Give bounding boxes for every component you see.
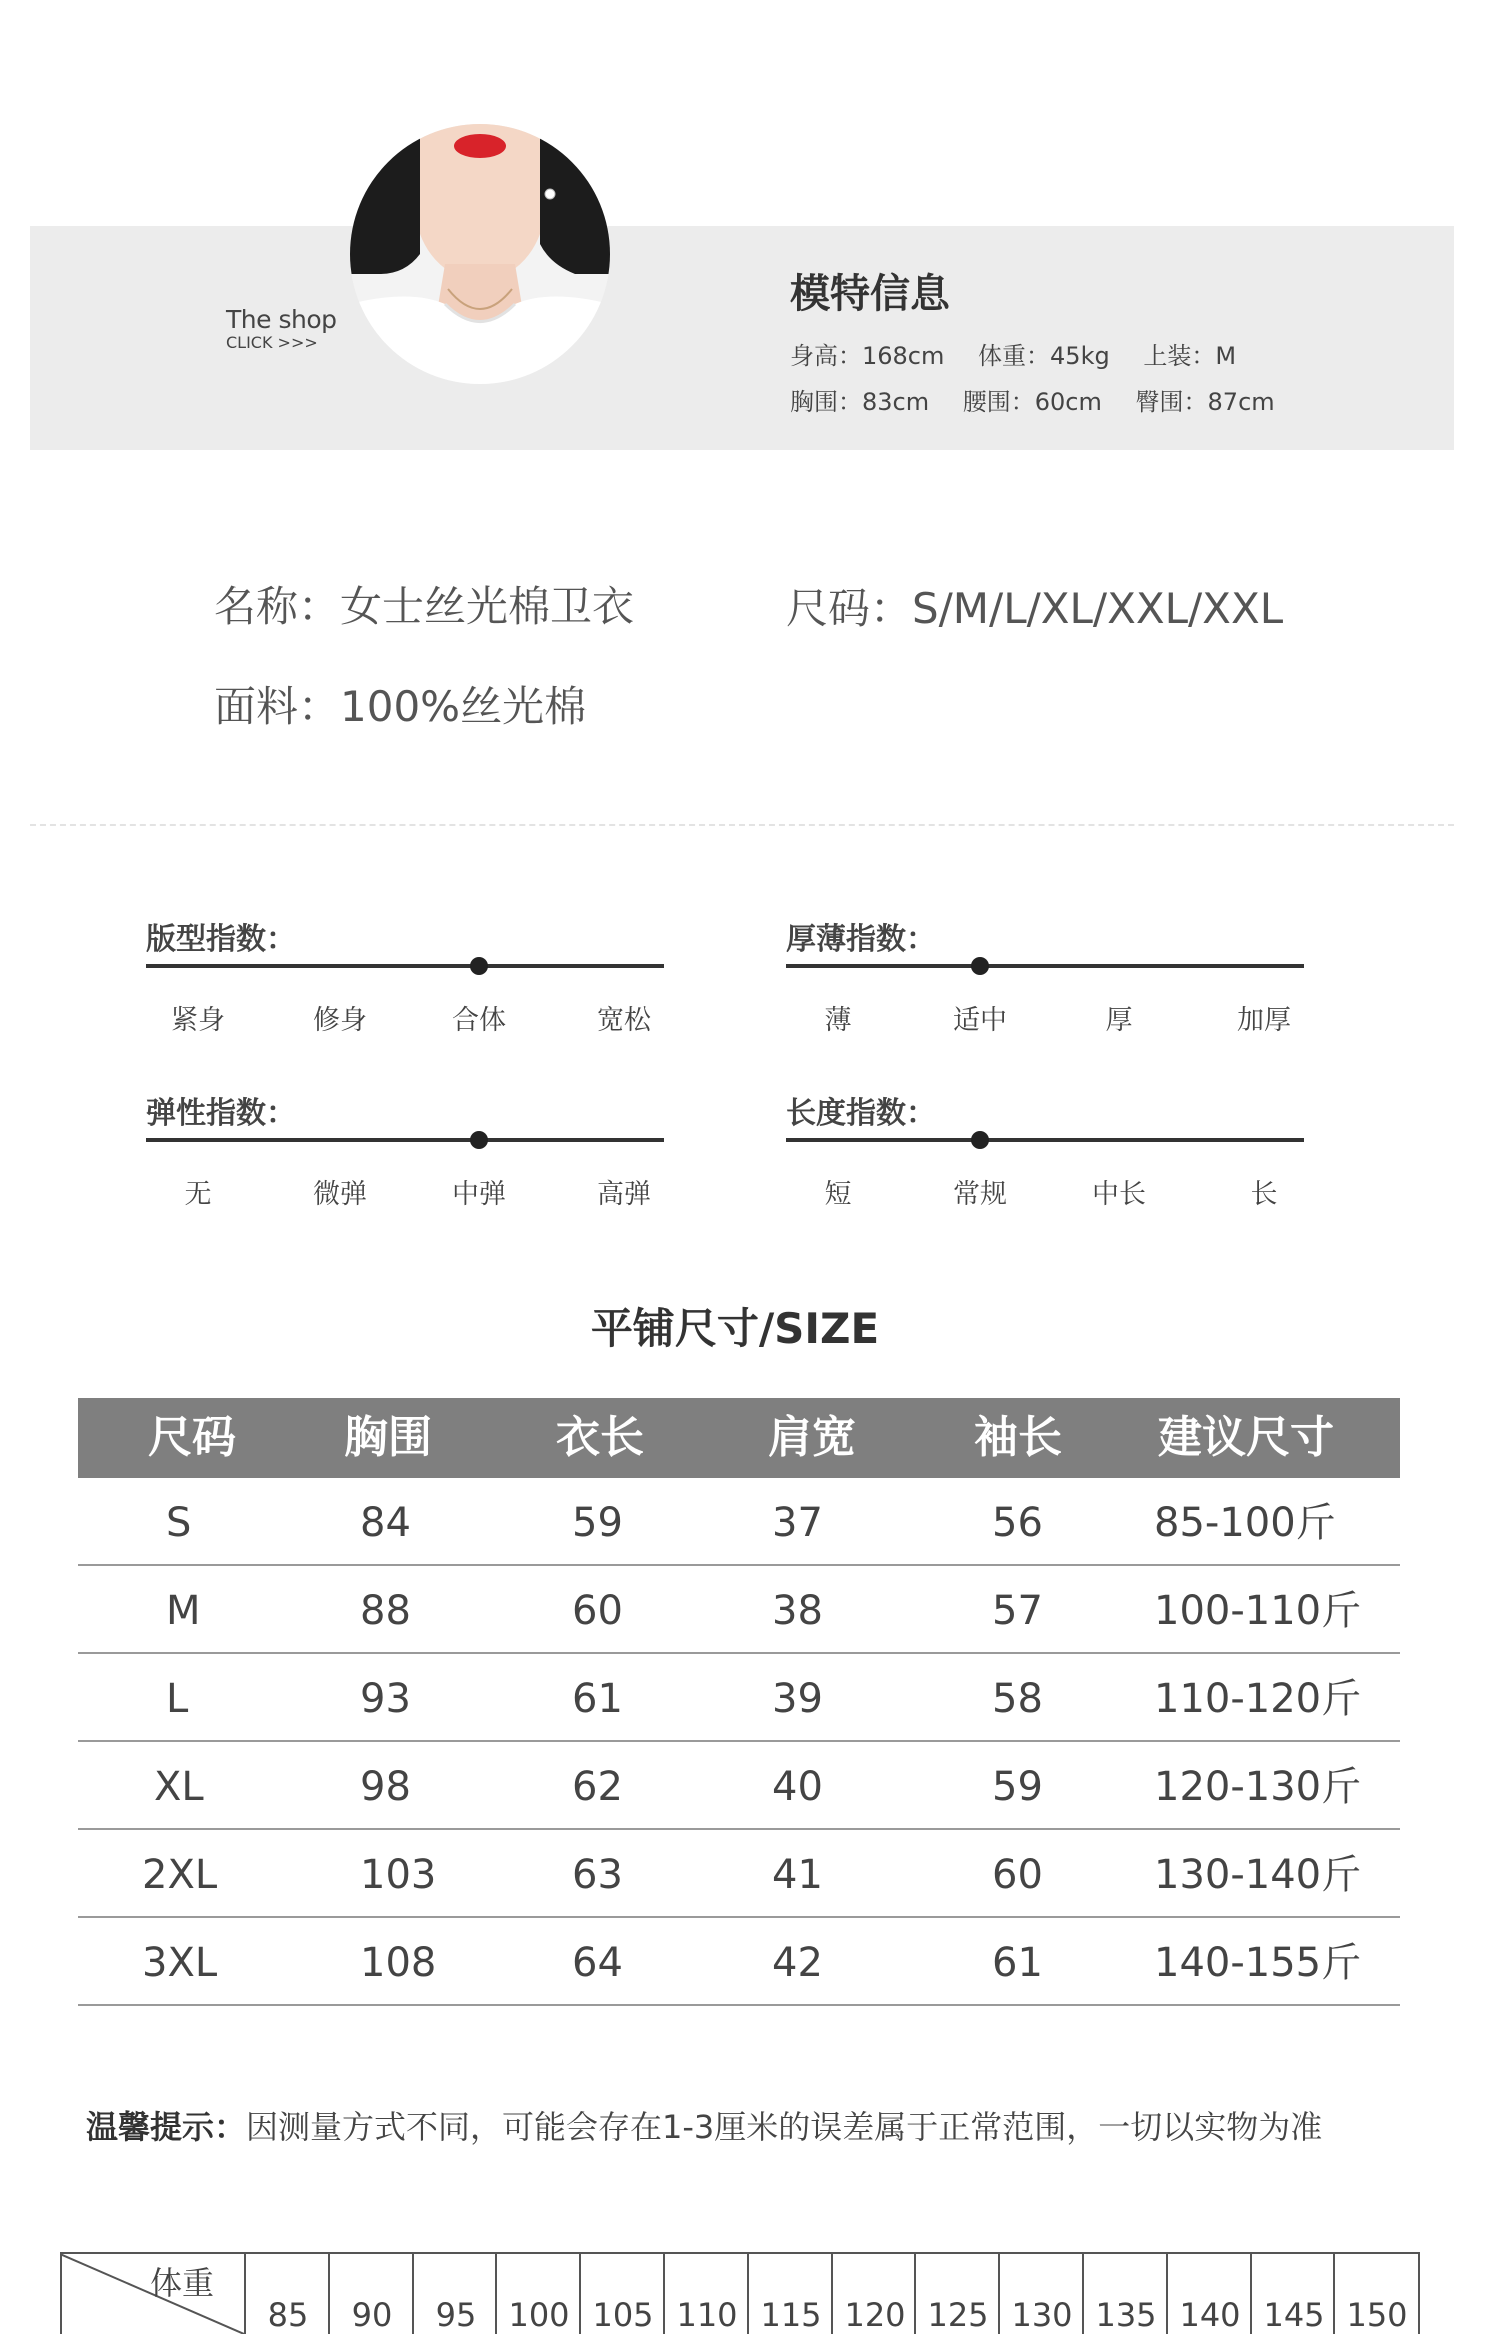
size-table-header-cell: 胸围 xyxy=(344,1412,432,1463)
weight-value: 130 xyxy=(1011,2296,1073,2334)
table-cell: 42 xyxy=(772,1940,823,1986)
size-table-header-cell: 袖长 xyxy=(974,1412,1062,1463)
table-cell: 57 xyxy=(992,1588,1043,1634)
weight-column xyxy=(495,2254,581,2334)
product-name: 名称：女士丝光棉卫衣 xyxy=(214,582,635,631)
index-option-label: 中弹 xyxy=(452,1179,506,1210)
index-marker xyxy=(470,957,488,975)
tip-text: 因测量方式不同，可能会存在1-3厘米的误差属于正常范围，一切以实物为准 xyxy=(246,2108,1323,2146)
size-table-header-cell: 尺码 xyxy=(148,1412,236,1463)
model-bust: 胸围：83cm xyxy=(790,388,930,416)
table-cell: 60 xyxy=(572,1588,623,1634)
size-table xyxy=(78,1398,1400,2006)
weight-column xyxy=(412,2254,498,2334)
index-option-label: 适中 xyxy=(953,1005,1007,1036)
weight-value: 100 xyxy=(508,2296,570,2334)
product-sizes: 尺码：S/M/L/XL/XXL/XXL xyxy=(786,584,1284,633)
table-cell: XL xyxy=(154,1764,204,1810)
product-fabric: 面料：100%丝光棉 xyxy=(214,682,587,731)
table-cell: 59 xyxy=(992,1764,1043,1810)
index-option-label: 微弹 xyxy=(313,1179,367,1210)
weight-value: 95 xyxy=(435,2296,477,2334)
index-option-label: 高弹 xyxy=(597,1179,651,1210)
weight-value: 85 xyxy=(267,2296,309,2334)
weight-column xyxy=(1333,2254,1419,2334)
table-cell: 88 xyxy=(360,1588,411,1634)
index-option-label: 修身 xyxy=(313,1005,367,1036)
table-cell: 108 xyxy=(360,1940,437,1986)
index-track xyxy=(786,1138,1304,1142)
weight-column xyxy=(244,2254,330,2334)
model-top-size: 上装：M xyxy=(1143,342,1237,370)
section-divider xyxy=(30,824,1454,826)
table-cell: 61 xyxy=(572,1676,623,1722)
weight-value: 125 xyxy=(927,2296,989,2334)
weight-column xyxy=(663,2254,749,2334)
table-cell: 63 xyxy=(572,1852,623,1898)
weight-column xyxy=(579,2254,665,2334)
tip-label: 温馨提示： xyxy=(86,2108,247,2146)
table-cell: 40 xyxy=(772,1764,823,1810)
index-option-label: 短 xyxy=(824,1179,852,1210)
shop-link[interactable] xyxy=(226,306,336,352)
table-cell: 59 xyxy=(572,1500,623,1546)
table-row xyxy=(78,1478,1400,1566)
model-info-title: 模特信息 xyxy=(790,271,950,317)
size-table-header xyxy=(78,1398,1400,1478)
table-row xyxy=(78,1742,1400,1830)
weight-table-corner xyxy=(60,2254,244,2334)
index-option-label: 合体 xyxy=(452,1005,506,1036)
model-stats-row-2 xyxy=(790,382,1301,417)
table-row xyxy=(78,1830,1400,1918)
size-table-header-cell: 肩宽 xyxy=(768,1412,856,1463)
model-hip: 臀围：87cm xyxy=(1135,388,1275,416)
weight-value: 120 xyxy=(844,2296,906,2334)
shop-link-title: The shop xyxy=(226,305,337,334)
table-cell: 98 xyxy=(360,1764,411,1810)
table-cell: 84 xyxy=(360,1500,411,1546)
size-table-header-cell: 衣长 xyxy=(556,1412,644,1463)
table-cell: 37 xyxy=(772,1500,823,1546)
table-cell: 62 xyxy=(572,1764,623,1810)
table-cell: 39 xyxy=(772,1676,823,1722)
index-title: 厚薄指数： xyxy=(786,922,936,957)
index-option-label: 中长 xyxy=(1092,1179,1146,1210)
index-title: 长度指数： xyxy=(786,1096,936,1131)
weight-column xyxy=(998,2254,1084,2334)
index-track xyxy=(146,1138,664,1142)
table-row xyxy=(78,1918,1400,2006)
weight-corner-label: 体重 xyxy=(150,2264,215,2302)
table-cell: 103 xyxy=(360,1852,437,1898)
shop-link-click: CLICK >>> xyxy=(226,333,318,352)
table-cell: 110-120斤 xyxy=(1154,1676,1362,1722)
index-option-label: 长 xyxy=(1250,1179,1278,1210)
weight-value: 90 xyxy=(351,2296,393,2334)
table-cell: 64 xyxy=(572,1940,623,1986)
table-cell: 2XL xyxy=(142,1852,218,1898)
weight-column xyxy=(1082,2254,1168,2334)
size-table-body xyxy=(78,1478,1400,2006)
index-title: 弹性指数： xyxy=(146,1096,296,1131)
weight-column xyxy=(747,2254,833,2334)
index-option-label: 常规 xyxy=(953,1179,1007,1210)
table-cell: 61 xyxy=(992,1940,1043,1986)
model-waist: 腰围：60cm xyxy=(962,388,1102,416)
weight-value: 135 xyxy=(1095,2296,1157,2334)
index-option-label: 加厚 xyxy=(1237,1005,1291,1036)
index-option-label: 无 xyxy=(184,1179,212,1210)
table-cell: S xyxy=(166,1500,192,1546)
table-cell: L xyxy=(166,1676,189,1722)
index-option-label: 厚 xyxy=(1105,1005,1133,1036)
model-stats-row-1 xyxy=(790,336,1262,371)
weight-column xyxy=(1250,2254,1336,2334)
table-cell: 41 xyxy=(772,1852,823,1898)
index-title: 版型指数： xyxy=(146,922,296,957)
table-cell: 3XL xyxy=(142,1940,218,1986)
model-weight: 体重：45kg xyxy=(978,342,1110,370)
table-cell: 85-100斤 xyxy=(1154,1500,1336,1546)
table-cell: M xyxy=(166,1588,201,1634)
table-row xyxy=(78,1566,1400,1654)
weight-column xyxy=(1166,2254,1252,2334)
weight-value: 110 xyxy=(676,2296,738,2334)
index-option-label: 薄 xyxy=(824,1005,852,1036)
index-option-label: 紧身 xyxy=(171,1005,225,1036)
weight-value: 115 xyxy=(760,2296,822,2334)
index-track xyxy=(146,964,664,968)
model-height: 身高：168cm xyxy=(790,342,945,370)
index-marker xyxy=(971,1131,989,1149)
size-table-title: 平铺尺寸/SIZE xyxy=(590,1304,880,1353)
table-cell: 38 xyxy=(772,1588,823,1634)
weight-value: 150 xyxy=(1346,2296,1408,2334)
weight-column xyxy=(831,2254,917,2334)
weight-column xyxy=(914,2254,1000,2334)
weight-value: 145 xyxy=(1263,2296,1325,2334)
size-table-header-cell: 建议尺寸 xyxy=(1158,1412,1334,1463)
table-cell: 120-130斤 xyxy=(1154,1764,1362,1810)
model-portrait-image xyxy=(350,124,610,384)
table-row xyxy=(78,1654,1400,1742)
index-marker xyxy=(971,957,989,975)
table-cell: 60 xyxy=(992,1852,1043,1898)
table-cell: 93 xyxy=(360,1676,411,1722)
table-cell: 100-110斤 xyxy=(1154,1588,1362,1634)
index-track xyxy=(786,964,1304,968)
model-avatar[interactable] xyxy=(350,124,610,384)
index-option-label: 宽松 xyxy=(597,1005,651,1036)
measurement-tip xyxy=(86,2102,1322,2148)
weight-value: 140 xyxy=(1179,2296,1241,2334)
table-cell: 130-140斤 xyxy=(1154,1852,1362,1898)
weight-column xyxy=(328,2254,414,2334)
weight-value: 105 xyxy=(592,2296,654,2334)
table-cell: 56 xyxy=(992,1500,1043,1546)
index-marker xyxy=(470,1131,488,1149)
table-cell: 58 xyxy=(992,1676,1043,1722)
table-cell: 140-155斤 xyxy=(1154,1940,1362,1986)
